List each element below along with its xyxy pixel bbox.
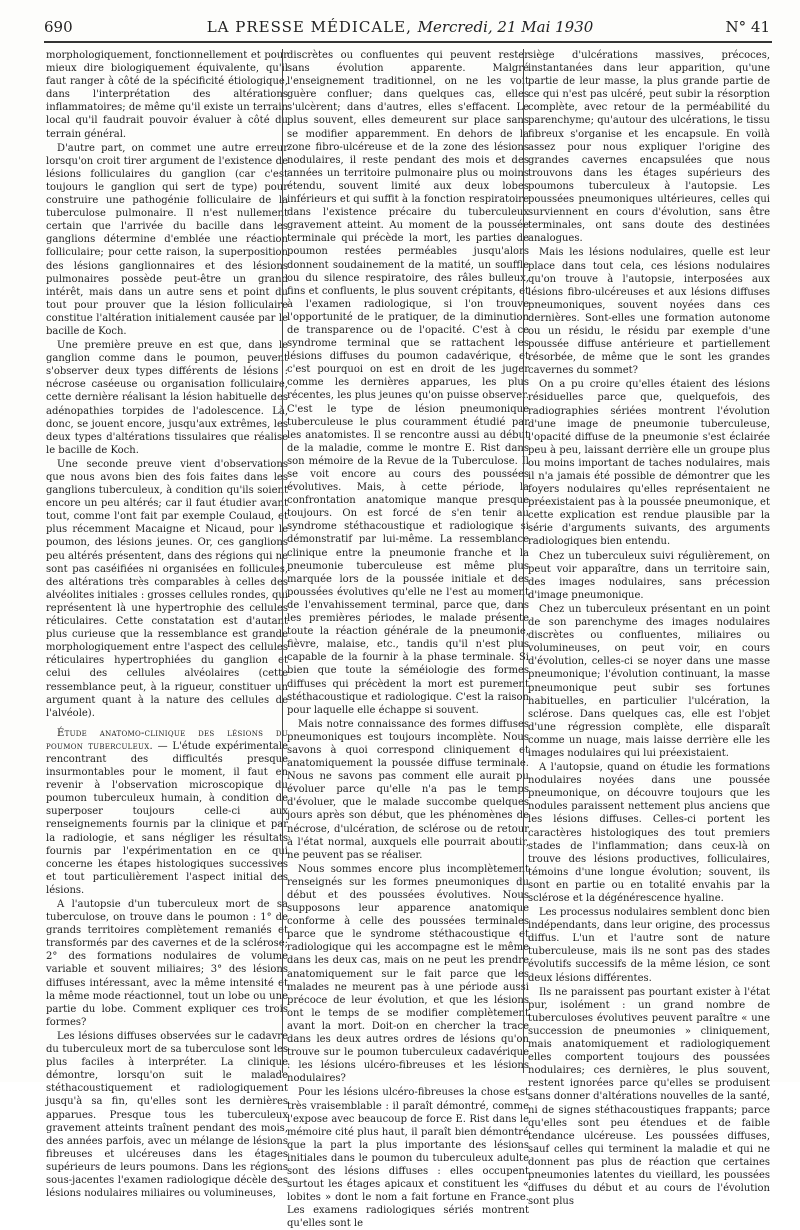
issue-date: Mercredi, 21 Mai 1930 — [417, 18, 594, 36]
column-divider — [282, 49, 283, 1073]
body-paragraph: D'autre part, on commet une autre erreur lorsqu'on croit tirer argument de l'existence de lésions folliculaires du ganglion (car c'est toujours le ganglion qui sert de type) pour construire une pathogénie folliculaire de la tuberculose pulmonaire. Il n'est nullement certain que l'arrivée du bacille dans les ganglions détermine d'emblée une réaction folliculaire; pour cette raison, la superposition des lésions ganglionnaires et des lésions pulmonaires possède peut-être un grand intérêt, mais dans un autre sens et point du tout pour prouver que la lésion folliculaire constitue l'altération initialement causée par le bacille de Koch. — [46, 142, 288, 337]
body-paragraph: Les processus nodulaires semblent donc bien indépendants, dans leur origine, des processus diffus. L'un et l'autre sont de nature tuberculeuse, mais ils ne sont pas des stades évolutifs successifs de la même lésion, ce sont deux lésions différentes. — [528, 907, 770, 984]
body-paragraph: A l'autopsie, quand on étudie les formations nodulaires noyées dans une poussée pneumonique, on découvre toujours que les nodules paraissent nettement plus anciens que les lésions diffuses. Celles-ci portent les caractères histologiques des tout premiers stades de l'inflammation; dans ceux-là on trouve des lésions productives, folliculaires, témoins d'une longue évolution; souvent, ils sont en partie ou en totalité envahis par la sclérose et la dégénérescence hyaline. — [528, 762, 770, 904]
body-paragraph: morphologiquement, fonctionnellement et pour mieux dire biologiquement équivalente, qu'il faut ranger à côté de la spécificité étiologique, dans l'interprétation des altérations inflammatoires; de même qu'il existe un terrain local qu'il faudrait pouvoir évaluer à côté du terrain général. — [46, 50, 288, 140]
body-paragraph: Les lésions diffuses observées sur le cadavre du tuberculeux mort de sa tuberculose sont les plus faciles à interpréter. La clinique démontre, lorsqu'on suit le malade stéthacoustiquement et radiologiquement jusqu'à sa fin, qu'elles sont les dernières apparues. Presque tous les tuberculeux gravement atteints traînent pendant des mois, des années parfois, avec un mélange de lésions fibreuses et ulcéreuses dans les étages supérieurs de leurs poumons. Dans les régions sous-jacentes l'examen radiologique décèle des lésions nodulaires miliaires ou volumineuses, — [46, 1030, 288, 1200]
body-paragraph: Chez un tuberculeux présentant en un point de son parenchyme des images nodulaires discrètes ou confluentes, miliaires ou volumineuses, on peut voir, en cours d'évolution, celles-ci se noyer dans une masse pneumonique; l'évolution continuant, la masse pneumonique peut subir ses fortunes habituelles, en particulier l'ulcération, la sclérose. Dans quelques cas, elle est l'objet d'une régression complète, elle disparaît comme un nuage, mais laisse derrière elle les images nodulaires qui lui préexistaient. — [528, 603, 770, 759]
header-rule — [44, 41, 772, 43]
body-paragraph: On a pu croire qu'elles étaient des lésions résiduelles parce que, quelquefois, des radiographies sériées montrent l'évolution d'une image de pneumonie tuberculeuse, l'opacité diffuse de la pneumonie s'est éclairée peu à peu, laissant derrière elle un groupe plus ou moins important de taches nodulaires, mais il n'a jamais été possible de démontrer que les foyers nodulaires qu'elles représentaient ne préexistaient pas à la poussée pneumonique, et cette explication est rendue plausible par la série d'arguments suivants, des arguments radiologiques bien entendu. — [528, 379, 770, 548]
body-paragraph: Mais notre connaissance des formes diffuses pneumoniques est toujours incomplète. Nous savons à quoi correspond cliniquement et anatomiquement la poussée diffuse terminale. Nous ne savons pas comment elle aurait pu évoluer parce qu'elle n'a pas le temps d'évoluer, que le malade succombe quelques jours après son début, que les phénomènes de nécrose, d'ulcération, de sclérose ou de retour à l'état normal, auxquels elle pourrait aboutir, ne peuvent pas se réaliser. — [287, 718, 529, 861]
column-3 — [528, 49, 770, 1208]
body-paragraph: discrètes ou confluentes qui peuvent rester sans évolution apparente. Malgré l'enseignement traditionnel, on ne les voit guère confluer; dans quelques cas, elles s'ulcèrent; dans d'autres, elles s'effacent. Le plus souvent, elles demeurent sur place sans se modifier apparemment. En dehors de la zone fibro-ulcéreuse et de la zone des lésions nodulaires, il reste pendant des mois et des années un territoire pulmonaire plus ou moins étendu, souvent limité aux deux lobes inférieurs et qui suffit à la fonction respiratoire dans l'existence précaire du tuberculeux gravement atteint. Au moment de la poussée terminale qui précède la mort, les parties de poumon restées perméables jusqu'alors donnent soudainement de la matité, un souffle ou du silence respiratoire, des râles bulleux, fins et confluents, le plus souvent crépitants, et à l'examen radiologique, si l'on trouve l'opportunité de le pratiquer, de la diminution de transparence ou de l'opacité. C'est à ce syndrome terminal que se rattachent les lésions diffuses du poumon cadavérique, et c'est pourquoi on est en droit de les juger comme les dernières apparues, les plus récentes, les plus jeunes qu'on puisse observer. C'est le type de lésion pneumonique tuberculeuse le plus couramment étudié par les anatomistes. Il se rencontre aussi au début de la maladie, comme le montre E. Rist dans son mémoire de la Revue de la Tuberculose. Il se voit encore au cours des poussées évolutives. Mais, à cette période, la confrontation anatomique manque presque toujours. On est forcé de s'en tenir au syndrome stéthacoustique et radiologique si démonstratif par lui-même. La ressemblance clinique entre la pneumonie franche et la pneumonie tuberculeuse est même plus marquée lors de la poussée initiale et des poussées évolutives qu'elle ne l'est au moment de l'envahissement terminal, parce que, dans les premières périodes, le malade présente toute la réaction générale de la pneumonie, fièvre, malaise, etc., tandis qu'il n'est plus capable de la fournir à la phase terminale. Si bien que toute la séméiologie des formes diffuses qui précèdent la mort est purement stéthacoustique et radiologique. C'est la raison pour laquelle elle échappe si souvent. — [287, 50, 529, 716]
section-text: — L'étude expérimentale rencontrant des difficultés presque insurmontables pour le moment, il faut en revenir à l'observation microscopique du poumon tuberculeux humain, à condition de superposer toujours celle-ci aux renseignements fournis par la clinique et par la radiologie, et sans négliger les résultats fournis par l'expérimentation en ce qui concerne les étapes histologiques successives et tout particulièrement l'aspect initial des lésions. — [46, 740, 288, 896]
section-paragraph — [46, 727, 288, 897]
body-paragraph: Une première preuve en est que, dans le ganglion comme dans le poumon, peuvent s'observer deux types différents de lésions : nécrose caséeuse ou organisation folliculaire, cette dernière réalisant la lésion habituelle des adénopathies torpides de l'adolescence. Là, donc, se jouent encore, jusqu'aux extrêmes, les deux types d'altérations tissulaires que réalise le bacille de Koch. — [46, 340, 288, 456]
journal-name: LA PRESSE MÉDICALE, — [206, 18, 412, 36]
body-paragraph: Ils ne paraissent pas pourtant exister à l'état pur, isolément : un grand nombre de tuberculoses évolutives peuvent paraître « une succession de pneumonies » cliniquement, mais anatomiquement et radiologiquement elles comportent toujours des poussées nodulaires; ces dernières, le plus souvent, restent ignorées parce qu'elles se produisent sans donner d'altérations nouvelles de la santé, ni de signes stéthacoustiques frappants; parce qu'elles sont peu étendues et de faible tendance ulcéreuse. Les poussées diffuses, sauf celles qui terminent la maladie et qui ne donnent pas plus de réaction que certaines pneumonies latentes du vieillard, les poussées diffuses du début et au cours de l'évolution sont plus — [528, 986, 770, 1208]
issue-number: N° 41 — [725, 18, 770, 36]
column-1 — [46, 49, 288, 1200]
column-divider — [523, 49, 524, 1073]
page-number: 690 — [44, 18, 73, 36]
body-paragraph: Chez un tuberculeux suivi régulièrement, on peut voir apparaître, dans un territoire sain, des images nodulaires, sans précession d'image pneumonique. — [528, 550, 770, 601]
body-paragraph: Une seconde preuve vient d'observations que nous avons bien des fois faites dans les ganglions tuberculeux, à condition qu'ils soient encore un peu altérés; car il faut étudier avant tout, comme l'ont fait par exemple Coulaud, et plus récemment Macaigne et Nicaud, pour le poumon, des lésions jeunes. Or, ces ganglions peu altérés présentent, dans des régions qui ne sont pas caséifiées ni organisées en follicules, des altérations très comparables à celles des alvéolites initiales : grosses cellules rondes, qui représentent là une hypertrophie des cellules réticulaires. Cette constatation est d'autant plus curieuse que la ressemblance est grande morphologiquement entre l'aspect des cellules réticulaires hypertrophiées du ganglion et celui des cellules alvéolaires (cette ressemblance peut, à la rigueur, constituer un argument quant à la nature des cellules de l'alvéole). — [46, 458, 288, 719]
column-2 — [287, 49, 529, 1230]
section-heading: Étude anatomo-clinique des lésions du poumon tuberculeux. — [46, 727, 288, 752]
body-paragraph: A l'autopsie d'un tuberculeux mort de sa tuberculose, on trouve dans le poumon : 1° de grands territoires complètement remaniés et transformés par des cavernes et de la sclérose; 2° des formations nodulaires de volume variable et souvent miliaires; 3° des lésions diffuses intéressant, avec la même intensité et la même mode réactionnel, tout un lobe ou une partie du lobe. Comment expliquer ces trois formes? — [46, 899, 288, 1028]
body-paragraph: Pour les lésions ulcéro-fibreuses la chose est très vraisemblable : il paraît démontré, comme l'expose avec beaucoup de force E. Rist dans le mémoire cité plus haut, il paraît bien démontré que la part la plus importante des lésions initiales dans le poumon du tuberculeux adulte sont des lésions diffuses : elles occupent surtout les étages apicaux et constituent les « lobites » dont le nom a fait fortune en France. Les examens radiologiques sériés montrent qu'elles sont le — [287, 1087, 529, 1230]
body-paragraph: Mais les lésions nodulaires, quelle est leur place dans tout cela, ces lésions nodulaires qu'on trouve à l'autopsie, interposées aux lésions fibro-ulcéreuses et aux lésions diffuses pneumoniques, souvent noyées dans ces dernières. Sont-elles une formation autonome ou un résidu, le résidu par exemple d'une poussée diffuse antérieure et partiellement résorbée, de même que le sont les grandes cavernes du sommet? — [528, 247, 770, 377]
body-paragraph: siège d'ulcérations massives, précoces, instantanées dans leur apparition, qu'une partie de leur masse, la plus grande partie de ce qui n'est pas ulcéré, peut subir la résorption complète, avec retour de la perméabilité du parenchyme; qu'autour des ulcérations, le tissu fibreux s'organise et les encapsule. En voilà assez pour nous expliquer l'origine des grandes cavernes encapsulées que nous trouvons dans les étages supérieurs des poumons tuberculeux à l'autopsie. Les poussées pneumoniques ultérieures, celles qui surviennent en cours d'évolution, sans être terminales, ont sans doute des destinées analogues. — [528, 50, 770, 245]
running-title — [0, 18, 800, 36]
body-paragraph: Nous sommes encore plus incomplètement renseignés sur les formes pneumoniques du début et des poussées évolutives. Nous supposons leur apparence anatomique conforme à celle des poussées terminales parce que le syndrome stéthacoustique et radiologique qui les accompagne est le même dans les deux cas, mais on ne peut les prendre anatomiquement sur le fait parce que les malades ne meurent pas à une période aussi précoce de leur évolution, et que les lésions ont le temps de se modifier complètement avant la mort. Doit-on en chercher la trace dans les deux autres ordres de lésions qu'on trouve sur le poumon tuberculeux cadavérique : les lésions ulcéro-fibreuses et les lésions nodulaires? — [287, 863, 529, 1085]
